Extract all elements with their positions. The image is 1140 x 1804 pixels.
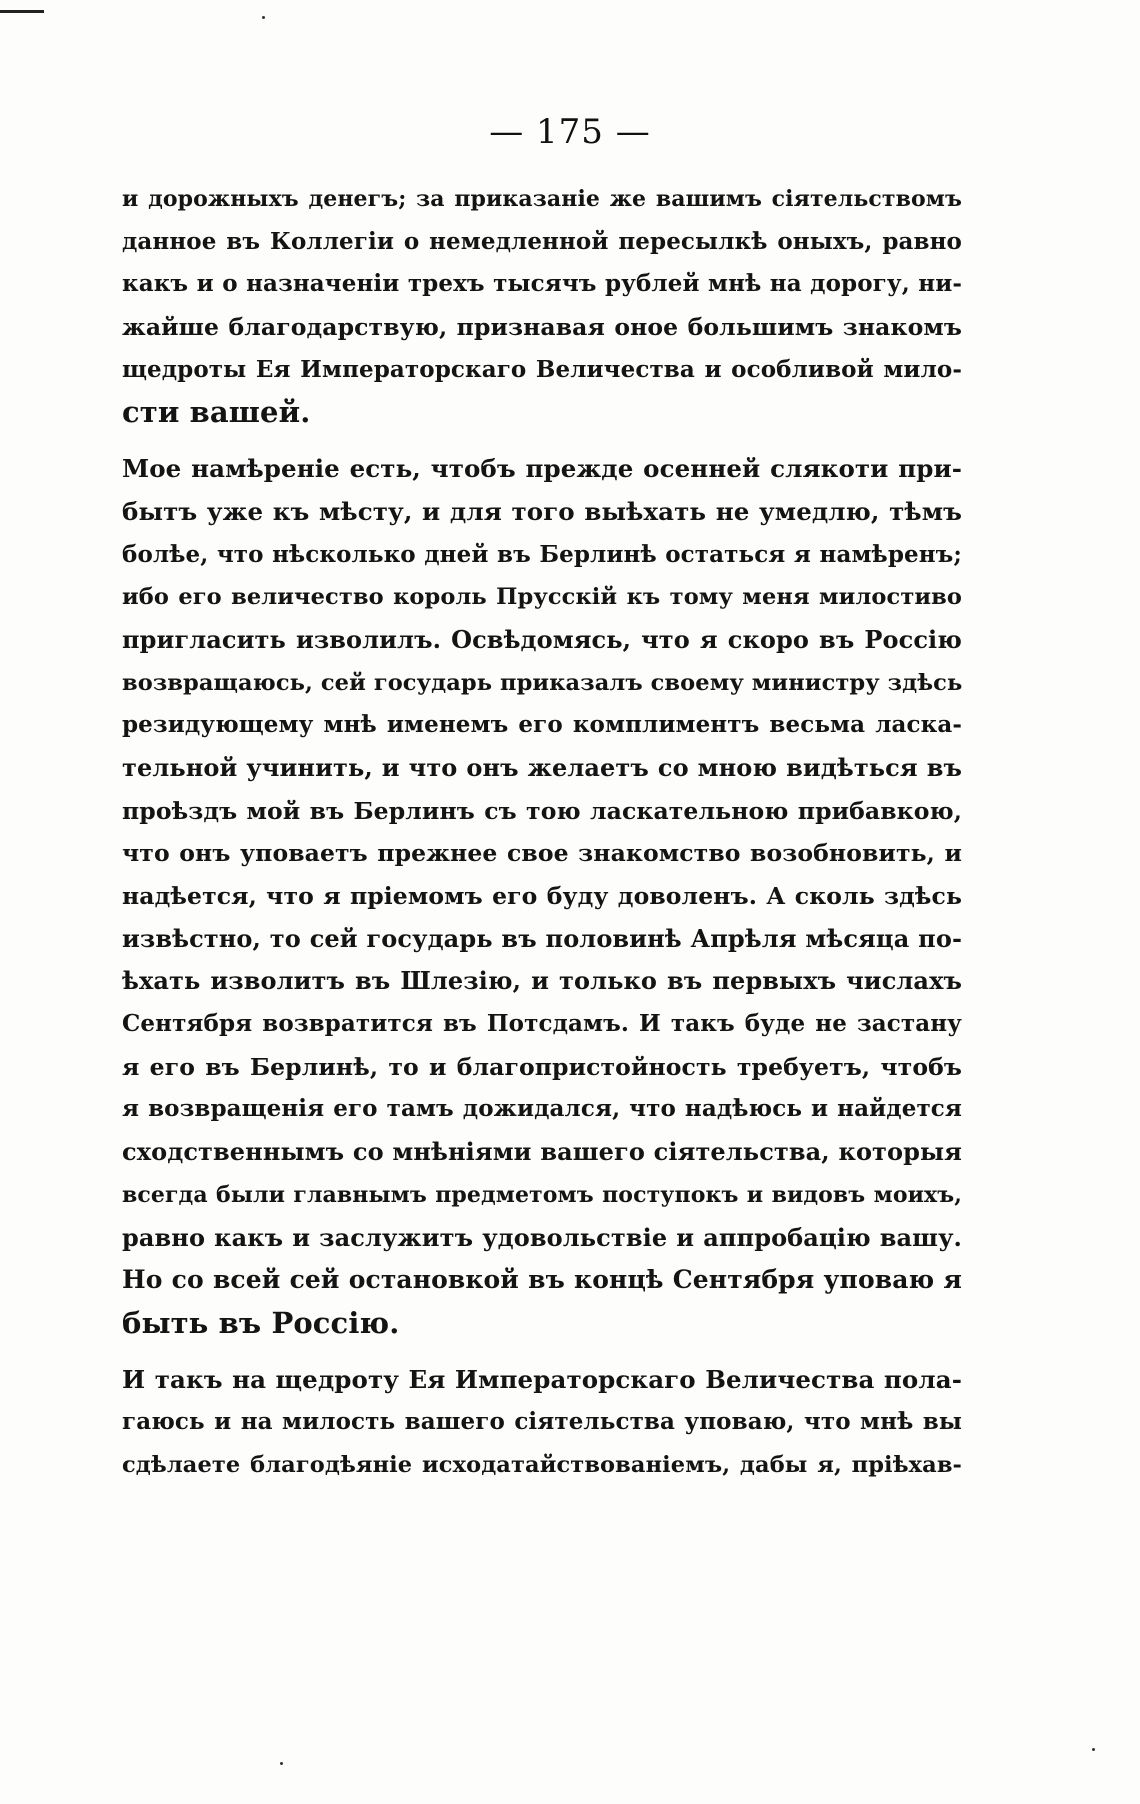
text-line: Сентября возвратится въ Потсдамъ. И такъ буде не застану [122, 1010, 962, 1038]
text-line: резидующему мнѣ именемъ его комплиментъ весьма ласка- [122, 711, 962, 739]
text-line: надѣется, что я прiемомъ его буду доволенъ. А сколь здѣсь [122, 882, 962, 910]
text-line: равно какъ и заслужитъ удовольствiе и аппробацiю вашу. [122, 1222, 962, 1252]
text-line: болѣе, что нѣсколько дней въ Берлинѣ остаться я намѣренъ; [122, 540, 962, 568]
body-text [122, 178, 962, 1487]
page-number: — 175 — [489, 112, 651, 152]
ink-speck [1092, 1748, 1095, 1751]
corner-rule [0, 10, 44, 13]
text-line: быть въ Россiю. [122, 1305, 400, 1340]
text-line: возвращаюсь, сей государь приказалъ своему министру здѣсь [122, 669, 962, 696]
text-line: щедроты Ея Императорскаго Величества и особливой мило- [122, 355, 962, 383]
text-line: проѣздъ мой въ Берлинъ съ тою ласкательною прибавкою, [122, 796, 962, 825]
text-line: я возвращенiя его тамъ дожидался, что надѣюсь и найдется [122, 1095, 962, 1123]
text-line: Но со всей сей остановкой въ концѣ Сентября уповаю я [122, 1265, 962, 1295]
text-line: ибо его величество король Прусскiй къ тому меня милостиво [122, 584, 962, 611]
text-line: тельной учинить, и что онъ желаетъ со мною видѣться въ [122, 752, 962, 782]
ink-speck [262, 16, 265, 19]
text-line: я его въ Берлинѣ, то и благопристойность требуетъ, чтобъ [122, 1052, 962, 1081]
text-line: что онъ уповаетъ прежнее свое знакомство возобновить, и [122, 839, 962, 868]
text-line: Мое намѣренiе есть, чтобъ прежде осенней слякоти при- [122, 454, 962, 484]
ink-speck [280, 1762, 283, 1765]
text-line: жайше благодарствую, признавая оное большимъ знакомъ [122, 313, 962, 342]
paragraph-gap [122, 1345, 962, 1359]
text-line: какъ и о назначенiи трехъ тысячъ рублей мнѣ на дорогу, ни- [122, 270, 962, 298]
text-line: данное въ Коллегiи о немедленной пересылкѣ оныхъ, равно [122, 227, 962, 255]
text-line: гаюсь и на милость вашего сiятельства уповаю, что мнѣ вы [122, 1408, 962, 1436]
text-line: извѣстно, то сей государь въ половинѣ Апрѣля мѣсяца по- [122, 923, 962, 953]
text-line: И такъ на щедроту Ея Императорскаго Величества пола- [122, 1364, 962, 1394]
text-line: всегда были главнымъ предметомъ поступокъ и видовъ моихъ, [122, 1181, 962, 1208]
paragraph-gap [122, 434, 962, 448]
text-line: сдѣлаете благодѣянiе исходатайствованiемъ, дабы я, прiѣхав- [122, 1451, 962, 1478]
text-line: бытъ уже къ мѣсту, и для того выѣхать не умедлю, тѣмъ [122, 496, 962, 526]
text-line: и дорожныхъ денегъ; за приказанiе же вашимъ сiятельствомъ [122, 186, 962, 212]
text-line: сходственнымъ со мнѣнiями вашего сiятельства, которыя [122, 1137, 962, 1167]
text-line: ѣхать изволитъ въ Шлезiю, и только въ первыхъ числахъ [122, 966, 962, 996]
text-line: сти вашей. [122, 395, 311, 430]
text-line: пригласить изволилъ. Освѣдомясь, что я скоро въ Россiю [122, 624, 962, 654]
